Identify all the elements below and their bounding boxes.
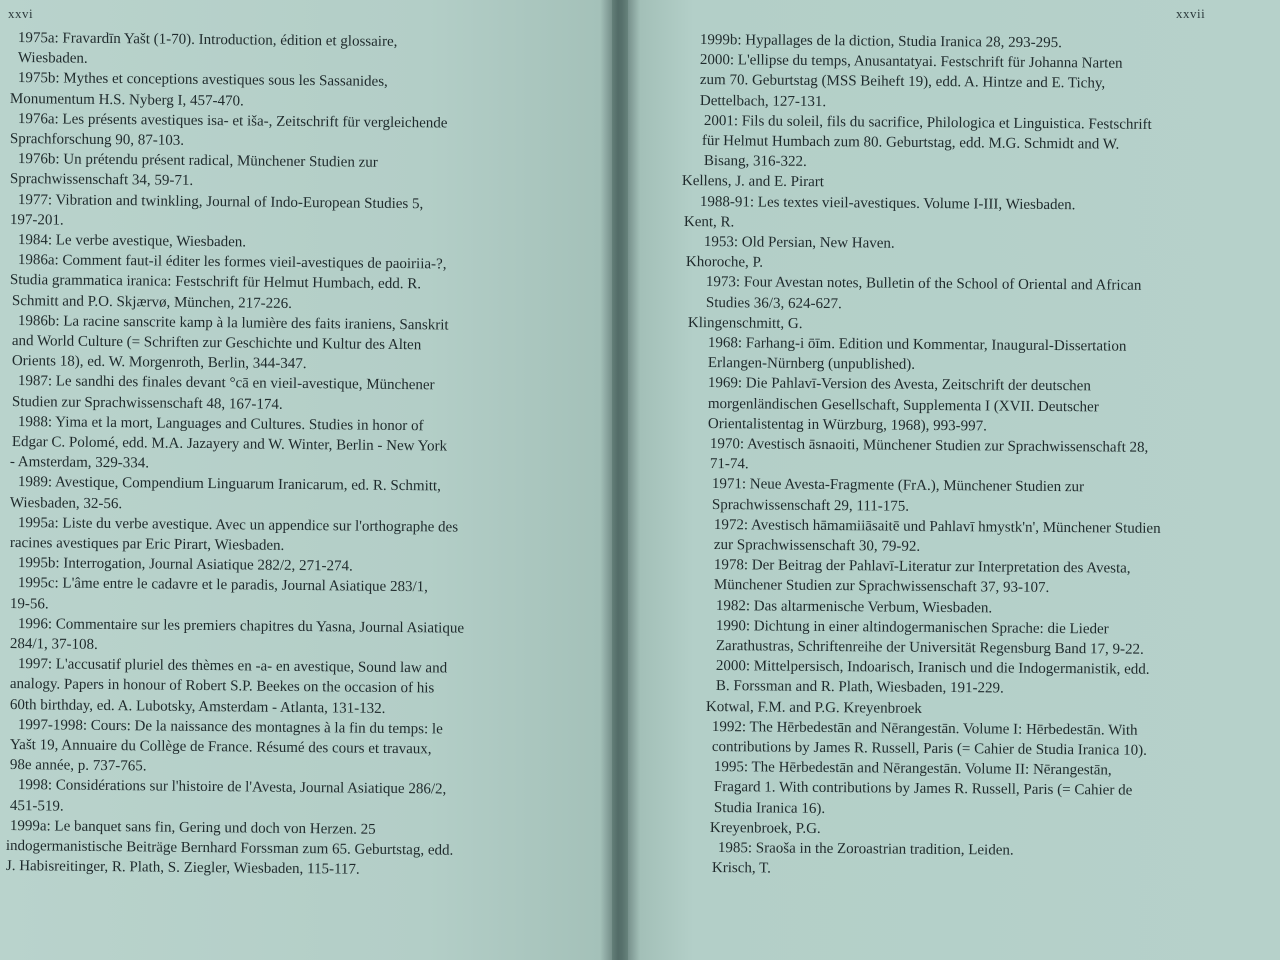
bibliography-line: 1996: Commentaire sur les premiers chapitres du Yasna, Journal Asiatique <box>17 615 465 637</box>
bibliography-line: and World Culture (= Schriften zur Geschichte und Kultur des Alten <box>11 332 422 354</box>
bibliography-line: 1990: Dichtung in einer altindogermanischen Sprache: die Lieder <box>715 617 1109 638</box>
bibliography-line: zum 70. Geburtstag (MSS Beiheft 19), edd. A. Hintze and E. Tichy, <box>699 72 1106 92</box>
bibliography-line: 1969: Die Pahlavī-Version des Avesta, Zeitschrift der deutschen <box>707 375 1091 395</box>
bibliography-line: Monumentum H.S. Nyberg I, 457-470. <box>9 90 244 110</box>
bibliography-line: 98e année, p. 737-765. <box>9 757 147 775</box>
bibliography-line: 1968: Farhang-i ōīm. Edition und Kommentar, Inaugural-Dissertation <box>707 334 1127 355</box>
bibliography-line: 1975a: Fravardīn Yašt (1-70). Introduction, édition et glossaire, <box>17 29 398 50</box>
author-heading: Kellens, J. and E. Pirart <box>681 173 825 191</box>
book-gutter <box>600 0 640 960</box>
author-heading: Krisch, T. <box>711 860 772 877</box>
bibliography-line: 71-74. <box>709 456 749 473</box>
bibliography-line: Studia Iranica 16). <box>713 799 826 817</box>
bibliography-line: 1995a: Liste du verbe avestique. Avec un appendice sur l'orthographe des <box>17 514 459 536</box>
bibliography-line: Erlangen-Nürnberg (unpublished). <box>707 355 916 373</box>
bibliography-line: 1992: The Hērbedestān and Nērangestān. Volume I: Hērbedestān. With <box>711 718 1138 739</box>
bibliography-line: 1999a: Le banquet sans fin, Gering und doch von Herzen. 25 <box>9 817 376 838</box>
bibliography-line: 1970: Avestisch āsnaoiti, Münchener Studien zur Sprachwissenschaft 28, <box>709 435 1149 456</box>
bibliography-line: 1998: Considérations sur l'histoire de l'Avesta, Journal Asiatique 286/2, <box>17 777 447 798</box>
bibliography-line: - Amsterdam, 329-334. <box>9 454 150 472</box>
bibliography-line: morgenländischen Gesellschaft, Supplementa I (XVII. Deutscher <box>707 395 1099 416</box>
bibliography-line: 1976b: Un prétendu présent radical, Münchener Studien zur <box>17 151 378 171</box>
bibliography-line: contributions by James R. Russell, Paris (= Cahier de Studia Iranica 10). <box>711 738 1148 759</box>
bibliography-line: 1988: Yima et la mort, Languages and Cultures. Studies in honor of <box>17 413 424 435</box>
right-page <box>628 0 1280 960</box>
bibliography-line: Wiesbaden. <box>17 50 88 67</box>
bibliography-line: 1999b: Hypallages de la diction, Studia Iranica 28, 293-295. <box>699 31 1062 52</box>
bibliography-line: 1995c: L'âme entre le cadavre et le paradis, Journal Asiatique 283/1, <box>17 575 429 596</box>
bibliography-line: 60th birthday, ed. A. Lubotsky, Amsterdam - Atlanta, 131-132. <box>9 696 386 717</box>
bibliography-line: 197-201. <box>9 211 64 229</box>
bibliography-line: Sprachwissenschaft 34, 59-71. <box>9 171 194 190</box>
page-number-left: xxvi <box>8 6 34 21</box>
author-heading: Kent, R. <box>683 213 735 231</box>
bibliography-line: 2001: Fils du soleil, fils du sacrifice, Philologica et Linguistica. Festschrift <box>703 112 1152 133</box>
bibliography-line: 1984: Le verbe avestique, Wiesbaden. <box>17 231 247 251</box>
author-heading: Zarathustras, Schriftenreihe der Universität Regensburg Band 17, 9-22. <box>715 637 1144 658</box>
bibliography-line: Orients 18), ed. W. Morgenroth, Berlin, 344-347. <box>11 353 307 373</box>
page-number-right: xxvii <box>1176 6 1206 21</box>
bibliography-line: 1995b: Interrogation, Journal Asiatique 282/2, 271-274. <box>17 555 353 575</box>
bibliography-line: Studies 36/3, 624-627. <box>705 294 842 312</box>
bibliography-line: Studia grammatica iranica: Festschrift für Helmut Humbach, edd. R. <box>9 272 422 293</box>
bibliography-line: 1988-91: Les textes vieil-avestiques. Volume I-III, Wiesbaden. <box>699 193 1076 213</box>
bibliography-line: 2000: L'ellipse du temps, Anusantatyai. Festschrift für Johanna Narten <box>699 52 1123 72</box>
bibliography-line: J. Habisreitinger, R. Plath, S. Ziegler, Wiesbaden, 115-117. <box>5 858 360 878</box>
bibliography-line: 1987: Le sandhi des finales devant °cā en vieil-avestique, Münchener <box>17 373 435 394</box>
bibliography-line: 1995: The Hērbedestān and Nērangestān. Volume II: Nērangestān, <box>713 759 1112 779</box>
bibliography-line: 1973: Four Avestan notes, Bulletin of the School of Oriental and African <box>705 274 1142 295</box>
bibliography-line: für Helmut Humbach zum 80. Geburtstag, edd. M.G. Schmidt and W. <box>701 132 1120 153</box>
author-heading: Kreyenbroek, P.G. <box>709 819 821 837</box>
bibliography-line: 451-519. <box>9 797 64 815</box>
bibliography-line: Orientalistentag in Würzburg, 1968), 993-997. <box>707 415 987 435</box>
bibliography-line: 284/1, 37-108. <box>9 635 98 653</box>
bibliography-line: Fragard 1. With contributions by James R. Russell, Paris (= Cahier de <box>713 779 1133 800</box>
bibliography-line: Schmitt and P.O. Skjærvø, München, 217-226. <box>11 292 292 312</box>
bibliography-line: 1976a: Les présents avestiques isa- et iša-, Zeitschrift für vergleichende <box>17 110 448 132</box>
author-heading: Klingenschmitt, G. <box>687 314 803 332</box>
author-heading: Khoroche, P. <box>685 254 764 271</box>
bibliography-line: zur Sprachwissenschaft 30, 79-92. <box>713 536 921 555</box>
bibliography-line: racines avestiques par Eric Pirart, Wiesbaden. <box>9 534 285 554</box>
author-heading: Kotwal, F.M. and P.G. Kreyenbroek <box>705 698 922 717</box>
author-heading: Bisang, 316-322. <box>703 153 807 171</box>
bibliography-line: 1997: L'accusatif pluriel des thèmes en -a- en avestique, Sound law and <box>17 656 448 677</box>
bibliography-line: 1986a: Comment faut-il éditer les formes vieil-avestiques de paoiriia-?, <box>17 252 447 273</box>
bibliography-line: 1982: Das altarmenische Verbum, Wiesbaden. <box>715 597 993 617</box>
bibliography-line: 1977: Vibration and twinkling, Journal of Indo-European Studies 5, <box>17 191 424 212</box>
bibliography-line: Sprachforschung 90, 87-103. <box>9 130 185 149</box>
bibliography-line: 1953: Old Persian, New Haven. <box>703 233 895 252</box>
bibliography-line: B. Forssman and R. Plath, Wiesbaden, 191-229. <box>715 678 1004 697</box>
bibliography-line: 2000: Mittelpersisch, Indoarisch, Iranisch und die Indogermanistik, edd. <box>715 658 1150 678</box>
bibliography-line: Wiesbaden, 32-56. <box>9 494 123 512</box>
bibliography-line: Edgar C. Polomé, edd. M.A. Jazayery and W. Winter, Berlin - New York <box>11 433 448 455</box>
bibliography-line: 1989: Avestique, Compendium Linguarum Iranicarum, ed. R. Schmitt, <box>17 474 441 495</box>
bibliography-line: 1985: Sraoša in the Zoroastrian tradition, Leiden. <box>717 839 1014 859</box>
bibliography-line: Studien zur Sprachwissenschaft 48, 167-174. <box>11 393 283 413</box>
bibliography-line: 19-56. <box>9 595 49 612</box>
bibliography-line: 1986b: La racine sanscrite kamp à la lumière des faits iraniens, Sanskrit <box>17 312 449 334</box>
bibliography-line: 1975b: Mythes et conceptions avestiques sous les Sassanides, <box>17 70 388 91</box>
bibliography-line: Yašt 19, Annuaire du Collège de France. Résumé des cours et travaux, <box>9 736 432 758</box>
bibliography-line: 1972: Avestisch hāmamiiāsaitē und Pahlavī hmystk'n', Münchener Studien <box>713 516 1161 537</box>
bibliography-line: 1978: Der Beitrag der Pahlavī-Literatur zur Interpretation des Avesta, <box>713 557 1131 577</box>
bibliography-line: 1971: Neue Avesta-Fragmente (FrA.), Münchener Studien zur <box>711 476 1085 496</box>
bibliography-line: 1997-1998: Cours: De la naissance des montagnes à la fin du temps: le <box>17 716 443 738</box>
left-page <box>0 0 612 960</box>
bibliography-line: Münchener Studien zur Sprachwissenschaft 37, 93-107. <box>713 577 1050 597</box>
bibliography-line: indogermanistische Beiträge Bernhard Forssman zum 65. Geburtstag, edd. <box>5 837 454 859</box>
author-heading: Dettelbach, 127-131. <box>699 92 827 110</box>
bibliography-line: Sprachwissenschaft 29, 111-175. <box>711 496 910 515</box>
bibliography-line: analogy. Papers in honour of Robert S.P. Beekes on the occasion of his <box>9 676 435 697</box>
